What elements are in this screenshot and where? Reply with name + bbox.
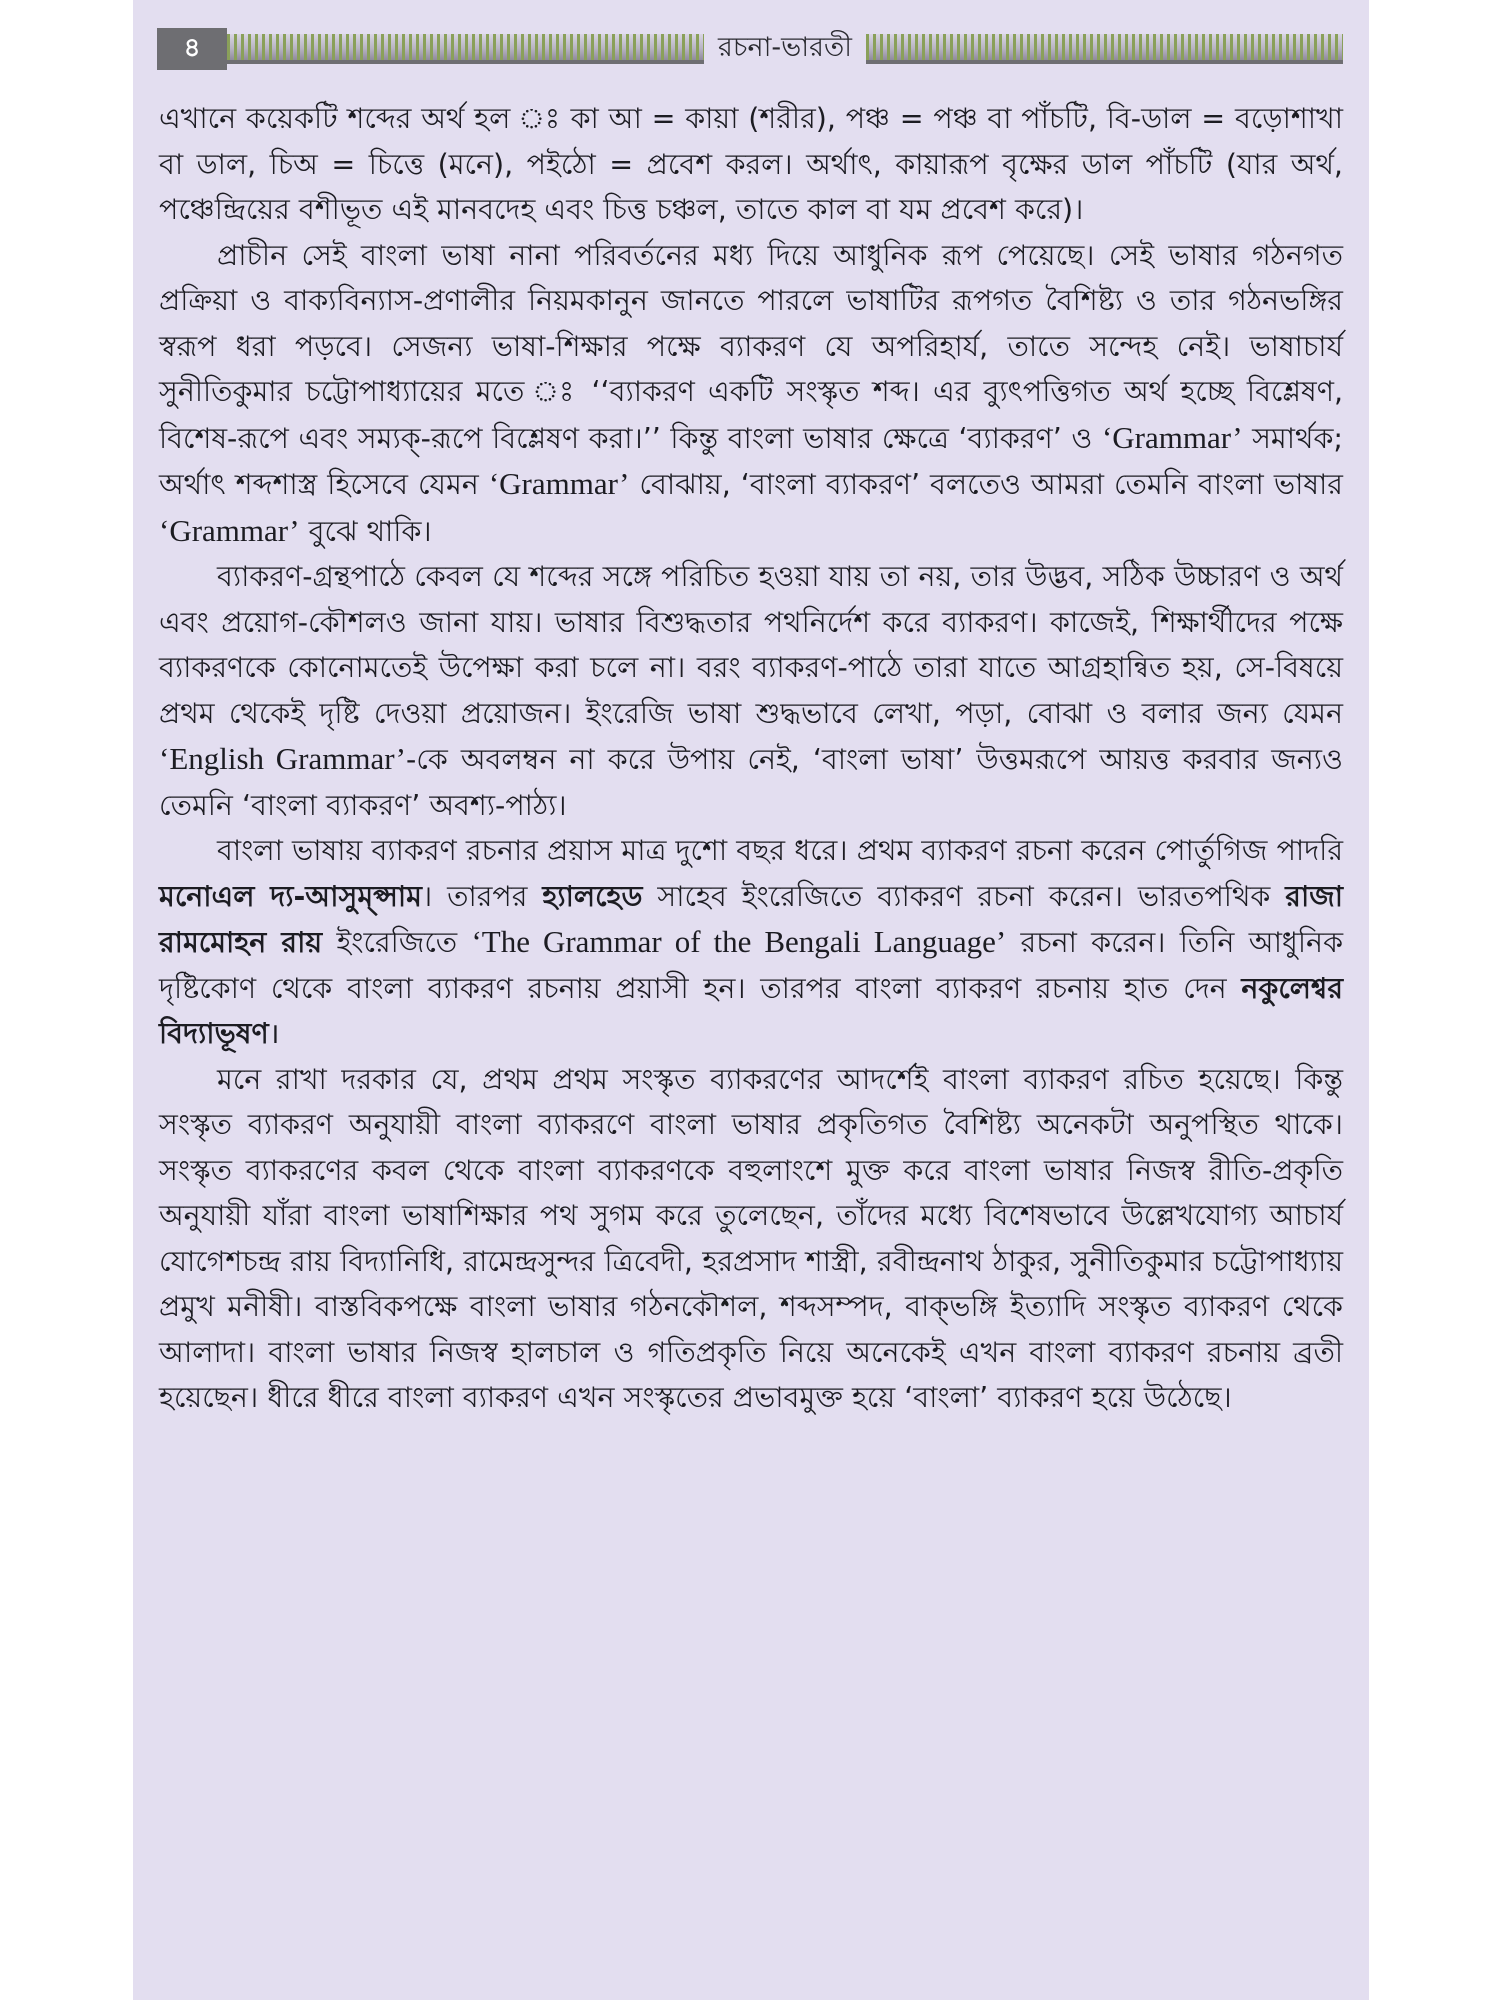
paragraph-4-text-c: সাহেব ইংরেজিতে ব্যাকরণ রচনা করেন। ভারতপথিক — [642, 879, 1286, 913]
name-raja-rammohan-roy: রাজা রামমোহন রায় — [159, 879, 1343, 959]
paragraph-4-text-a: বাংলা ভাষায় ব্যাকরণ রচনার প্রয়াস মাত্র দুশো বছর ধরে। প্রথম ব্যাকরণ রচনা করেন পোর্তুগিজ পাদরি — [217, 834, 1343, 867]
name-halhed: হ্যালহেড — [542, 879, 643, 913]
running-header — [157, 28, 1343, 70]
paragraph-4-text-b: । তারপর — [421, 879, 543, 913]
paragraph-3-text-a: ব্যাকরণ-গ্রন্থপাঠে কেবল যে শব্দের সঙ্গে পরিচিত হওয়া যায় তা নয়, তার উদ্ভব, সঠিক উচ্চারণ ও অর্থ এবং প্রয়োগ-কৌশলও জানা যায়। ভাষার বিশুদ্ধতার পথনির্দেশ করে ব্যাকরণ। কাজেই, শিক্ষার্থীদের পক্ষে ব্যাকরণকে কোনোমতেই উপেক্ষা করা চলে না। বরং ব্যাকরণ-পাঠে তারা যাতে আগ্রহান্বিত হয়, সে-বিষয়ে প্রথম থেকেই দৃষ্টি দেওয়া প্রয়োজন। ইংরেজি ভাষা শুদ্ধভাবে লেখা, পড়া, বোঝা ও বলার জন্য যেমন — [159, 560, 1343, 730]
header-ornament-left — [227, 34, 704, 64]
paragraph-4 — [159, 828, 1343, 1057]
paragraph-2-text-c: বোঝায়, ‘বাংলা ব্যাকরণ’ বলতেও আমরা তেমনি বাংলা ভাষার — [629, 468, 1343, 501]
book-page — [133, 0, 1369, 2000]
name-nakuleshwar-vidyabhushan: নকুলেশ্বর বিদ্যাভূষণ — [159, 971, 1343, 1050]
paragraph-4-text-e: রচনা করেন। তিনি আধুনিক দৃষ্টিকোণ থেকে বাংলা ব্যাকরণ রচনায় প্রয়াসী হন। তারপর বাংলা ব্যাকরণ রচনায় হাত দেন — [159, 926, 1344, 1005]
paragraph-2-text-d: বুঝে থাকি। — [299, 514, 432, 548]
paragraph-2-text-b: সমার্থক; অর্থাৎ শব্দশাস্ত্র হিসেবে যেমন — [159, 421, 1343, 501]
paragraph-2-text-a: প্রাচীন সেই বাংলা ভাষা নানা পরিবর্তনের মধ্য দিয়ে আধুনিক রূপ পেয়েছে। সেই ভাষার গঠনগত প্রক্রিয়া ও বাক্যবিন্যাস-প্রণালীর নিয়মকানুন জানতে পারলে ভাষাটির রূপগত বৈশিষ্ট্য ও তার গঠনভঙ্গির স্বরূপ ধরা পড়বে। সেজন্য ভাষা-শিক্ষার পক্ষে ব্যাকরণ যে অপরিহার্য, তাতে সন্দেহ নেই। ভাষাচার্য সুনীতিকুমার চট্টোপাধ্যায়ের মতে ঃ ‘‘ব্যাকরণ একটি সংস্কৃত শব্দ। এর ব্যুৎপত্তিগত অর্থ হচ্ছে বিশ্লেষণ, বিশেষ-রূপে এবং সম্যক্‌-রূপে বিশ্লেষণ করা।’’ কিন্তু বাংলা ভাষার ক্ষেত্রে ‘ব্যাকরণ’ ও — [159, 238, 1343, 455]
name-manoel-da-assumpcam: মনোএল দ্য-আসুম্প্সাম — [159, 879, 422, 913]
paragraph-4-text-d: ইংরেজিতে — [322, 926, 472, 959]
page-number: ৪ — [157, 28, 227, 70]
english-title-grammar-of-bengali: ‘The Grammar of the Bengali Language’ — [471, 924, 1007, 959]
header-ornament-right — [866, 34, 1343, 64]
paragraph-5: মনে রাখা দরকার যে, প্রথম প্রথম সংস্কৃত ব্যাকরণের আদর্শেই বাংলা ব্যাকরণ রচিত হয়েছে। কিন্তু সংস্কৃত ব্যাকরণ অনুযায়ী বাংলা ব্যাকরণে বাংলা ভাষার প্রকৃতিগত বৈশিষ্ট্য অনেকটা অনুপস্থিত থাকে। সংস্কৃত ব্যাকরণের কবল থেকে বাংলা ব্যাকরণকে বহুলাংশে মুক্ত করে বাংলা ভাষার নিজস্ব রীতি-প্রকৃতি অনুযায়ী যাঁরা বাংলা ভাষাশিক্ষার পথ সুগম করে তুলেছেন, তাঁদের মধ্যে বিশেষভাবে উল্লেখযোগ্য আচার্য যোগেশচন্দ্র রায় বিদ্যানিধি, রামেন্দ্রসুন্দর ত্রিবেদী, হরপ্রসাদ শাস্ত্রী, রবীন্দ্রনাথ ঠাকুর, সুনীতিকুমার চট্টোপাধ্যায় প্রমুখ মনীষী। বাস্তবিকপক্ষে বাংলা ভাষার গঠনকৌশল, শব্দসম্পদ, বাক্‌ভঙ্গি ইত্যাদি সংস্কৃত ব্যাকরণ থেকে আলাদা। বাংলা ভাষার নিজস্ব হালচাল ও গতিপ্রকৃতি নিয়ে অনেকেই এখন বাংলা ব্যাকরণ রচনায় ব্রতী হয়েছেন। ধীরে ধীরে বাংলা ব্যাকরণ এখন সংস্কৃতের প্রভাবমুক্ত হয়ে ‘বাংলা’ ব্যাকরণ হয়ে উঠেছে। — [159, 1062, 1343, 1414]
paragraph-4-text-f: । — [268, 1017, 280, 1050]
header-title: রচনা-ভারতী — [718, 31, 852, 63]
paragraph-3-text-b: -কে অবলম্বন না করে উপায় নেই, ‘বাংলা ভাষা’ উত্তমরূপে আয়ত্ত করবার জন্যও তেমনি ‘বাংলা ব্যাকরণ’ অবশ্য-পাঠ্য। — [159, 743, 1343, 822]
paragraph-1: এখানে কয়েকটি শব্দের অর্থ হল ঃ কা আ = কায়া (শরীর), পঞ্চ = পঞ্চ বা পাঁচটি, বি-ডাল = বড়োশাখা বা ডাল, চিঅ = চিত্তে (মনে), পইঠো = প্রবেশ করল। অর্থাৎ, কায়ারূপ বৃক্ষের ডাল পাঁচটি (যার অর্থ, পঞ্চেন্দ্রিয়ের বশীভূত এই মানবদেহ এবং চিত্ত চঞ্চল, তাতে কাল বা যম প্রবেশ করে)। — [159, 102, 1343, 226]
english-term-grammar-1: ‘Grammar’ — [1101, 419, 1243, 455]
paragraph-3 — [159, 554, 1343, 828]
english-term-grammar-3: ‘Grammar’ — [159, 512, 300, 548]
body-text — [159, 96, 1343, 1421]
paragraph-2 — [159, 233, 1343, 555]
english-term-english-grammar: ‘English Grammar’ — [159, 741, 407, 776]
english-term-grammar-2: ‘Grammar’ — [488, 466, 630, 501]
